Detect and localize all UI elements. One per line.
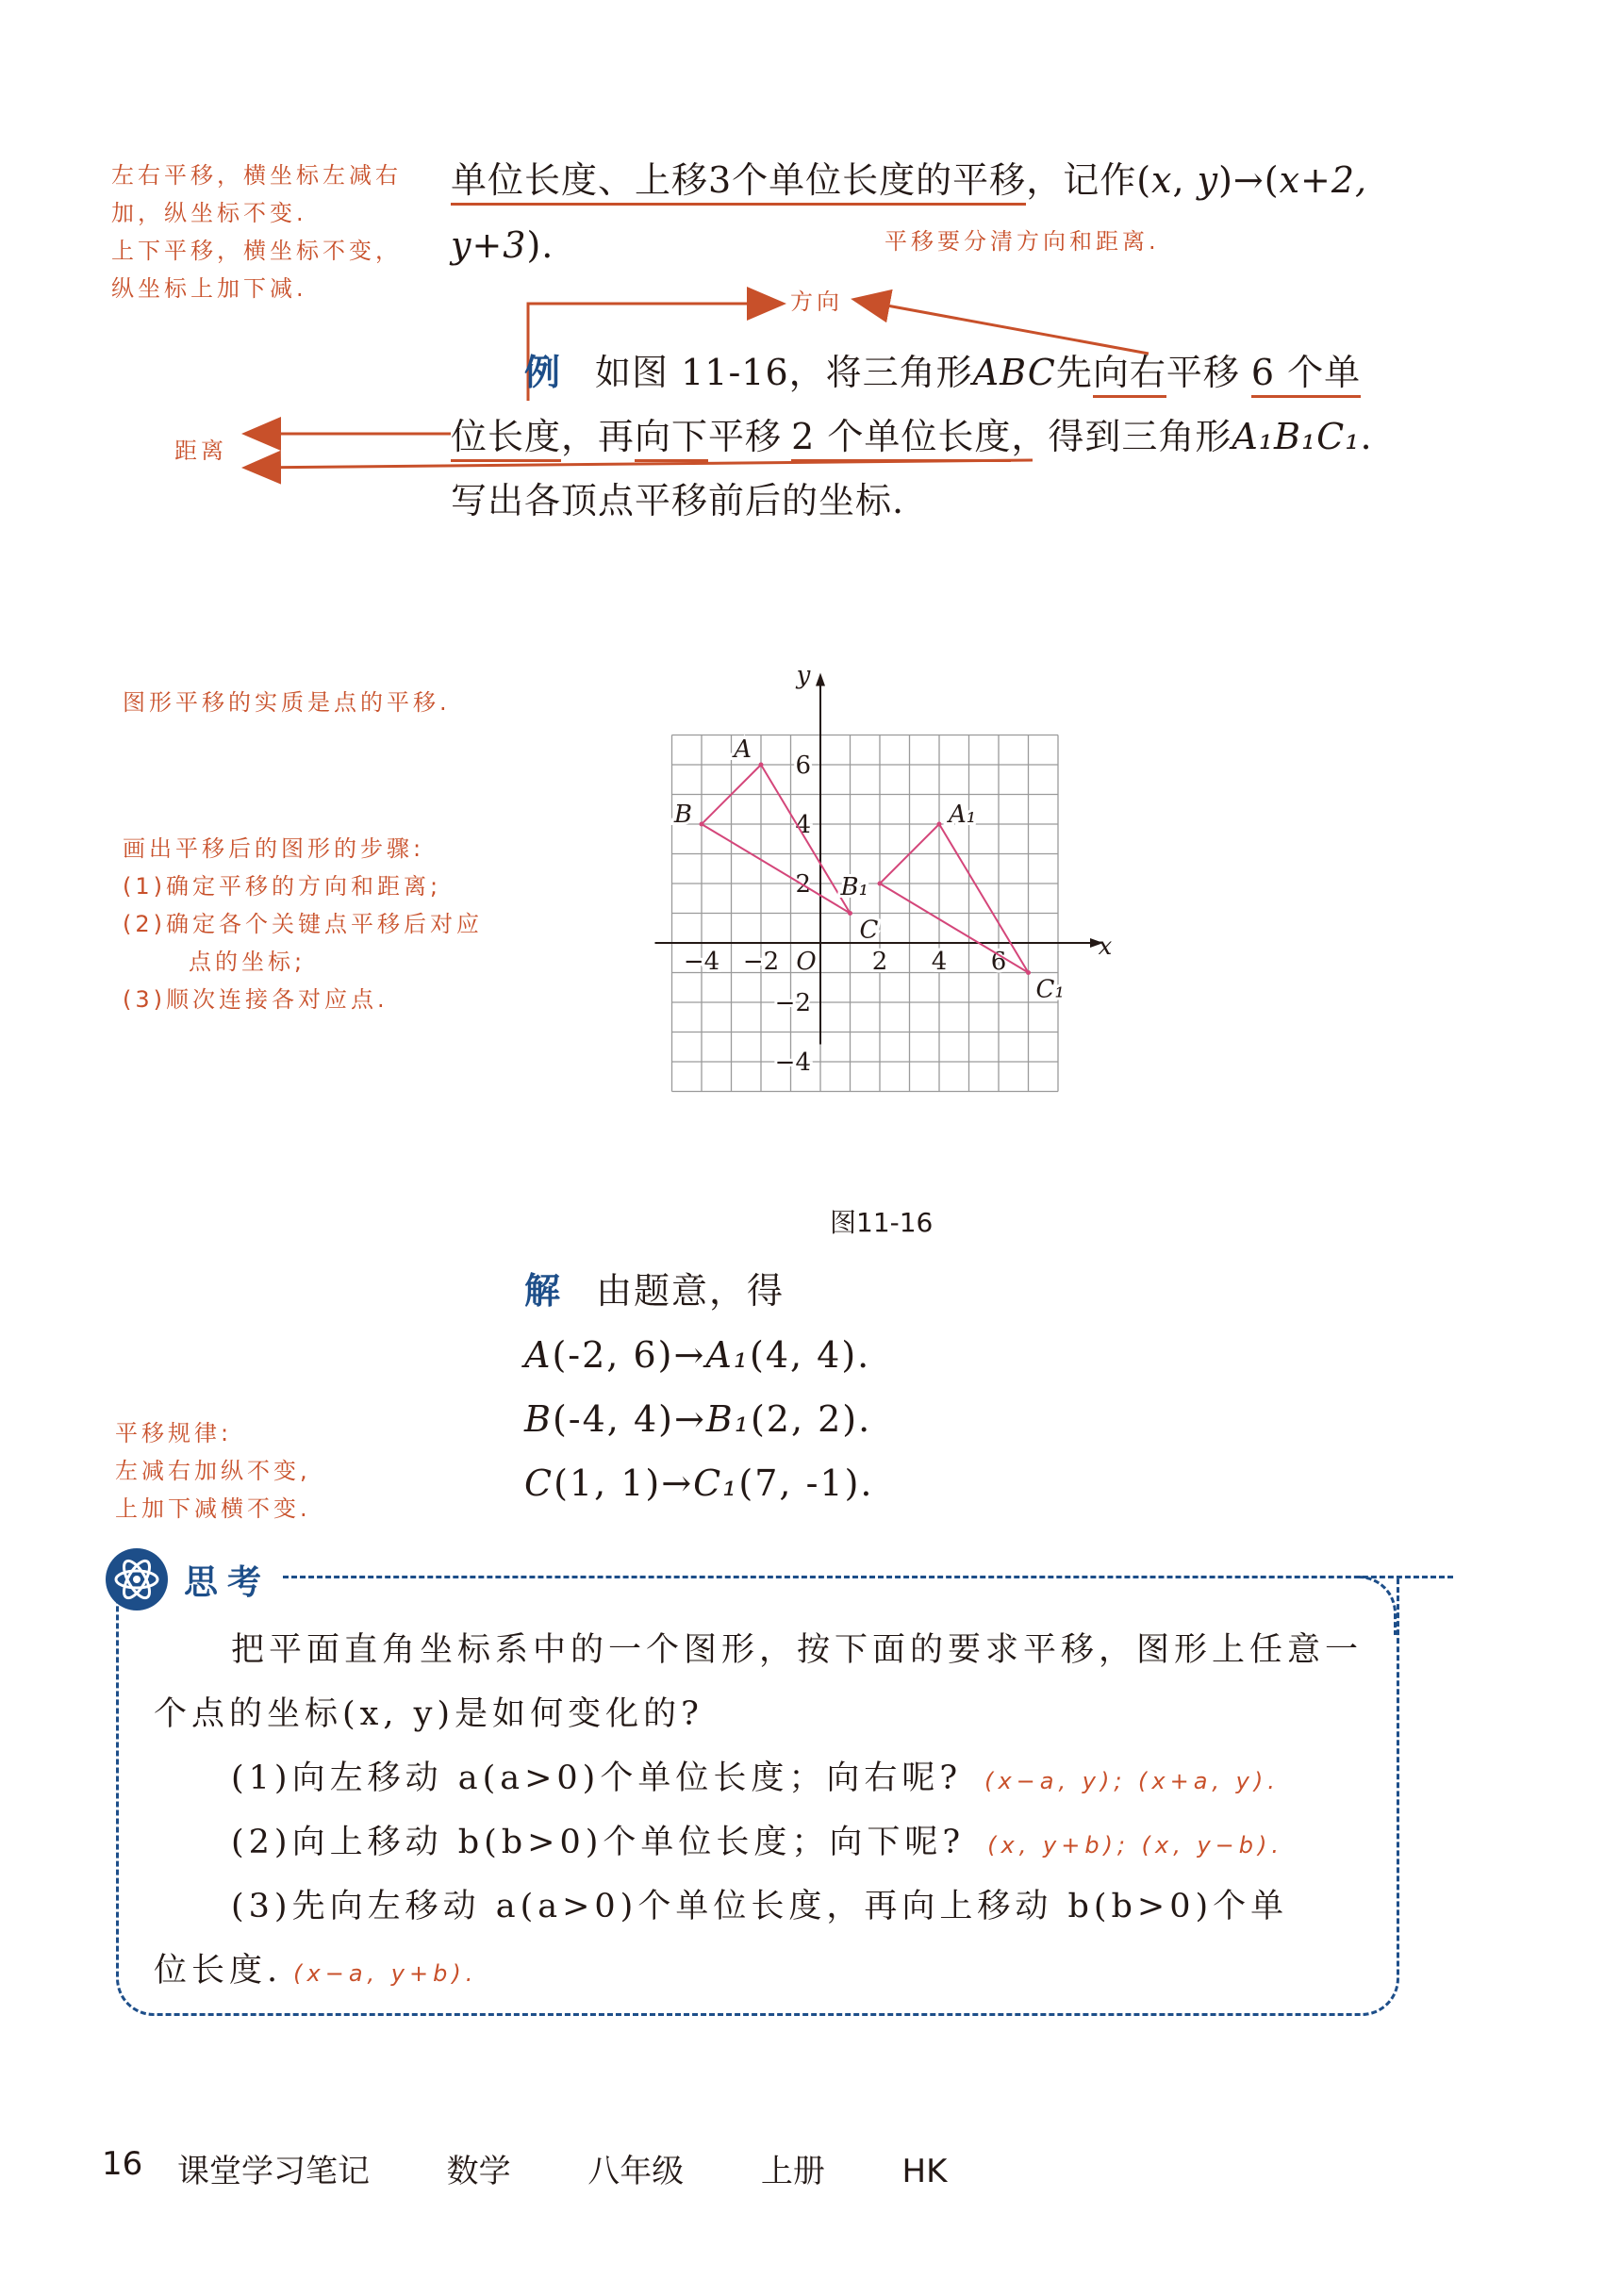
think-box-top-border — [283, 1576, 1453, 1578]
y-tick-label: 2 — [795, 870, 811, 899]
distance-6: 6 个单 — [1251, 352, 1361, 398]
y-tick-label: −4 — [774, 1049, 811, 1077]
y-tick-label: 6 — [795, 752, 811, 780]
x-tick-label: −4 — [683, 948, 720, 976]
vertex-label: B₁ — [840, 873, 868, 901]
think-question-1 — [231, 1750, 1280, 1809]
example-line-1 — [524, 341, 1361, 404]
example-text: ，得到三角形 — [1011, 416, 1232, 457]
intro-underlined: 单位长度、上移3个单位长度的平移 — [451, 159, 1026, 206]
example-text: 如图 11-16，将三角形 — [595, 352, 973, 393]
vertex-label: A — [734, 735, 752, 764]
intro-text: y+3 — [451, 224, 527, 266]
note-line: (1)确定平移的方向和距离; — [123, 873, 442, 900]
y-axis-label: y — [796, 661, 811, 690]
point-coord: (1, 1) — [554, 1462, 662, 1504]
point-name: C₁ — [693, 1462, 739, 1504]
point-coord: (4, 4). — [750, 1334, 871, 1376]
book-name: 课堂学习笔记 — [177, 2153, 370, 2190]
vertex-C — [848, 911, 852, 916]
var-x: x — [1151, 159, 1173, 201]
direction-down: 向下 — [635, 416, 708, 462]
point-name: A — [524, 1334, 553, 1376]
vertex-label: C — [859, 916, 879, 945]
example-label: 例 — [524, 351, 562, 393]
solution-intro-text: 由题意，得 — [596, 1270, 785, 1312]
intro-text: x+2, — [1279, 159, 1368, 201]
example-text: 平移 — [1166, 352, 1240, 393]
example-text: ，再 — [561, 416, 636, 457]
point-name: B₁ — [705, 1398, 751, 1440]
note-line: 加，纵坐标不变. — [111, 200, 307, 226]
point-coord: (-2, 6) — [552, 1334, 674, 1376]
answer-annotation: (x−a, y); (x+a, y). — [984, 1768, 1280, 1794]
page-number: 16 — [102, 2145, 143, 2183]
example-text: . — [1360, 416, 1373, 457]
solution-label: 解 — [524, 1269, 563, 1312]
think-paragraph-2: 个点的坐标(x, y)是如何变化的? — [154, 1695, 703, 1733]
y-tick-label: 4 — [795, 811, 811, 839]
grade: 八年级 — [587, 2153, 685, 2190]
note-line: 左减右加纵不变, — [115, 1458, 311, 1484]
think-question-3: (3)先向左移动 a(a>0)个单位长度，再向上移动 b(b>0)个单 — [231, 1888, 1289, 1925]
triangle-ABC — [702, 765, 851, 914]
y-tick-label: −2 — [774, 989, 811, 1017]
note-line: 纵坐标上加下减. — [111, 275, 307, 302]
solution-line-b: B(-4, 4)→B₁(2, 2). — [524, 1398, 872, 1440]
note-line: 上加下减横不变. — [115, 1495, 311, 1522]
example-text: 先 — [1055, 352, 1093, 393]
var-y: y — [1197, 159, 1219, 201]
vertex-B₁ — [878, 882, 883, 886]
volume: 上册 — [760, 2153, 825, 2190]
vertex-label: A₁ — [949, 801, 977, 829]
question-text: (1)向左移动 a(a>0)个单位长度；向右呢? — [231, 1759, 963, 1797]
edition: HK — [901, 2153, 948, 2190]
think-title: 思考 — [184, 1563, 272, 1602]
intro-text: ). — [526, 224, 554, 266]
note-line: 左右平移，横坐标左减右 — [111, 162, 402, 189]
think-paragraph-1: 把平面直角坐标系中的一个图形，按下面的要求平移，图形上任意一 — [231, 1631, 1364, 1669]
vertex-A — [759, 763, 764, 768]
note-line: 上下平移，横坐标不变， — [111, 238, 402, 264]
point-coord: (2, 2). — [750, 1398, 872, 1440]
footer-book-title — [177, 2145, 947, 2191]
x-axis-label: x — [1098, 933, 1113, 961]
direction-right: 向右 — [1093, 352, 1166, 398]
think-question-2 — [231, 1814, 1283, 1874]
intro-text: , — [1172, 159, 1198, 201]
x-tick-label: 6 — [990, 948, 1007, 976]
x-tick-label: 2 — [871, 948, 888, 976]
rule-note — [115, 1414, 311, 1528]
essence-note: 图形平移的实质是点的平移. — [123, 689, 451, 716]
point-name: B — [524, 1398, 553, 1440]
point-coord: (-4, 4) — [552, 1398, 674, 1440]
vertex-C₁ — [1026, 970, 1031, 975]
example-line-2 — [451, 405, 1373, 468]
note-line: (3)顺次连接各对应点. — [123, 986, 389, 1013]
translation-hint: 平移要分清方向和距离. — [885, 228, 1160, 255]
figure-caption: 图11-16 — [830, 1207, 934, 1238]
vertex-label: B — [673, 801, 692, 829]
triangle-name: ABC — [972, 352, 1056, 393]
note-line: 画出平移后的图形的步骤: — [123, 835, 425, 862]
coordinate-chart — [566, 556, 1264, 1179]
x-tick-label: 4 — [931, 948, 948, 976]
vertex-A₁ — [937, 822, 942, 827]
think-question-3-cont — [154, 1942, 477, 2002]
example-line-3: 写出各顶点平移前后的坐标. — [451, 480, 905, 521]
intro-text: )→( — [1218, 159, 1280, 201]
answer-annotation: (x, y+b); (x, y−b). — [987, 1832, 1283, 1858]
intro-text: ，记作( — [1026, 159, 1152, 201]
x-tick-label: −2 — [742, 948, 780, 976]
question-text: 位长度. — [154, 1952, 283, 1990]
y-axis-arrow — [816, 673, 825, 686]
direction-label: 方向 — [790, 289, 843, 315]
triangle-name-2: A₁B₁C₁ — [1232, 416, 1361, 457]
steps-note — [123, 830, 483, 1018]
question-text: (2)向上移动 b(b>0)个单位长度；向下呢? — [231, 1824, 966, 1861]
note-line: (2)确定各个关键点平移后对应 — [123, 911, 483, 937]
distance-unit: 位长度 — [451, 416, 561, 462]
distance-label: 距离 — [174, 438, 227, 464]
note-line: 平移规律: — [115, 1420, 233, 1446]
origin-label: O — [796, 948, 817, 976]
point-name: A₁ — [705, 1334, 750, 1376]
distance-2: 2 个单位长度 — [791, 416, 1011, 462]
vertex-B — [700, 822, 704, 827]
subject: 数学 — [446, 2153, 511, 2190]
point-name: C — [524, 1462, 554, 1504]
vertex-label: C₁ — [1035, 975, 1065, 1004]
solution-line-a: A(-2, 6)→A₁(4, 4). — [524, 1334, 871, 1376]
note-line: 点的坐标; — [189, 949, 306, 975]
example-text: 平移 — [708, 416, 783, 457]
point-coord: (7, -1). — [738, 1462, 874, 1504]
solution-line-c: C(1, 1)→C₁(7, -1). — [524, 1462, 874, 1504]
atom-icon — [104, 1546, 170, 1612]
solution-intro — [524, 1259, 785, 1323]
answer-annotation: (x−a, y+b). — [293, 1960, 478, 1987]
